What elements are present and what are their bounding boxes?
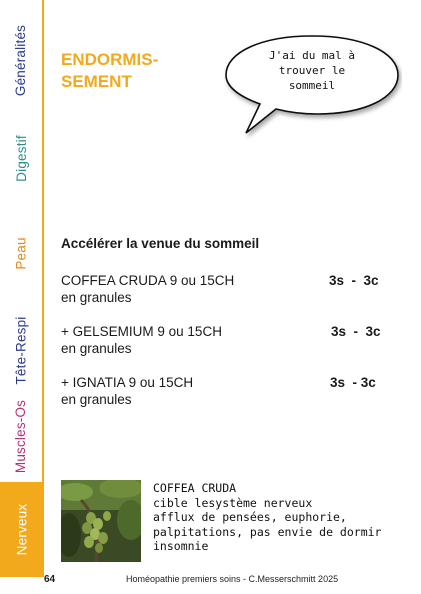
- tab-peau-label: Peau: [13, 236, 29, 270]
- caption-line-1: COFFEA CRUDA: [153, 481, 237, 495]
- tab-digestif[interactable]: [0, 128, 42, 188]
- remedy-form: en granules: [61, 341, 132, 356]
- bubble-line-3: sommeil: [288, 79, 336, 92]
- coffee-plant-photo: [61, 480, 141, 562]
- page-title-line2: SEMENT: [61, 72, 132, 91]
- bubble-line-2: trouver le: [278, 64, 346, 77]
- page-title: [61, 49, 158, 93]
- page-number: 64: [44, 574, 56, 585]
- remedy-name: + IGNATIA 9 ou 15CH: [61, 375, 194, 390]
- remedy-item: [61, 323, 381, 357]
- coffee-plant-image: [61, 480, 141, 562]
- remedy-item: [61, 374, 381, 408]
- bubble-line-1: J'ai du mal à: [268, 49, 356, 62]
- page-title-line1: ENDORMIS-: [61, 50, 159, 69]
- tab-muscles-os-label: Muscles-Os: [13, 399, 29, 473]
- caption-line-4: palpitations, pas envie de dormir: [153, 524, 382, 539]
- remedy-dose: 3s - 3c: [330, 375, 376, 390]
- remedy-name: + GELSEMIUM 9 ou 15CH: [61, 324, 222, 339]
- caption-line-5: insomnie: [153, 539, 209, 553]
- speech-bubble: [222, 30, 402, 140]
- footer-text: Homéopathie premiers soins - C.Messerschmitt 2025: [126, 574, 339, 584]
- remedy-dose: 3s - 3c: [331, 324, 381, 339]
- tab-generalites[interactable]: [0, 10, 42, 110]
- tab-nerveux[interactable]: [0, 482, 44, 577]
- remedy-name: COFFEA CRUDA 9 ou 15CH: [61, 273, 235, 288]
- category-sidebar: [0, 0, 44, 577]
- plant-caption: [153, 481, 413, 554]
- tab-tete-respi-label: Tête-Respi: [13, 315, 29, 385]
- tab-muscles-os[interactable]: [0, 396, 42, 476]
- section-subtitle: Accélérer la venue du sommeil: [61, 236, 260, 251]
- tab-generalites-label: Généralités: [13, 24, 29, 96]
- caption-line-3: afflux de pensées, euphorie,: [153, 510, 347, 524]
- remedy-dose: 3s - 3c: [329, 273, 379, 288]
- remedy-item: [61, 272, 381, 306]
- tab-nerveux-label: Nerveux: [14, 503, 30, 556]
- tab-tete-respi[interactable]: [0, 310, 42, 390]
- caption-line-2: cible lesystème nerveux: [153, 495, 313, 510]
- remedy-form: en granules: [61, 290, 132, 305]
- tab-digestif-label: Digestif: [13, 134, 29, 182]
- remedy-form: en granules: [61, 392, 132, 407]
- tab-peau[interactable]: [0, 228, 42, 278]
- speech-bubble-text: [250, 48, 374, 93]
